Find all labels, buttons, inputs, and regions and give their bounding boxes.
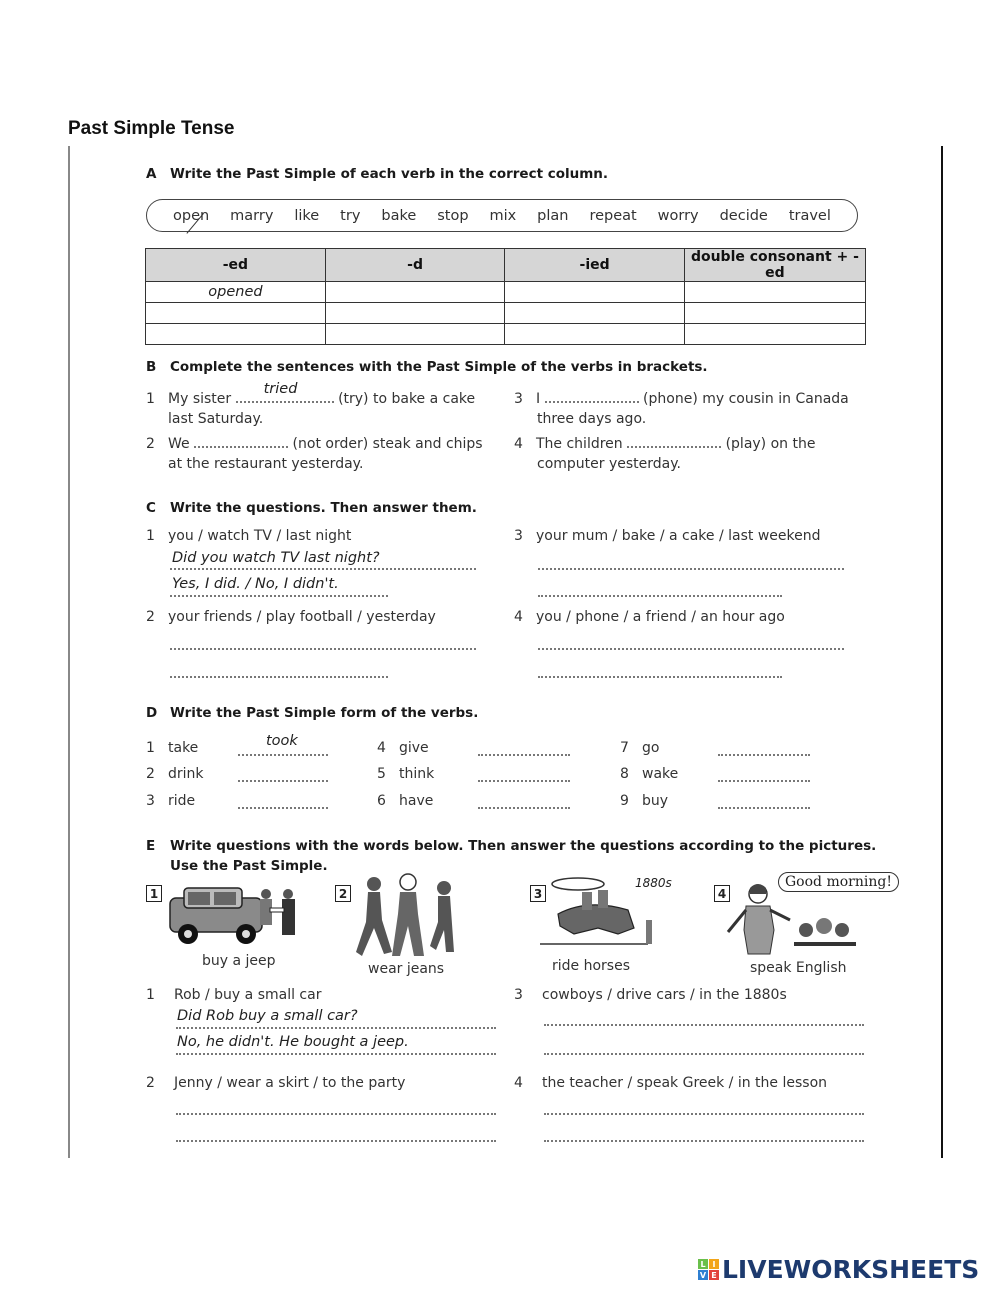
answer-blank[interactable] xyxy=(718,807,810,809)
section-letter: A xyxy=(146,166,157,182)
table-row xyxy=(146,303,866,324)
column-header: -ied xyxy=(505,249,685,282)
column-header: -d xyxy=(325,249,504,282)
exercise-prompt: 2 your friends / play football / yesterday xyxy=(146,609,436,625)
answer-blank[interactable] xyxy=(545,389,639,403)
column-header: -ed xyxy=(146,249,326,282)
table-cell[interactable] xyxy=(325,282,504,303)
answer-blank[interactable] xyxy=(238,780,328,782)
answer-blank[interactable] xyxy=(718,780,810,782)
answer-blank[interactable]: tried xyxy=(236,389,334,403)
verb-word-box xyxy=(146,199,858,232)
answer-line[interactable] xyxy=(544,1140,864,1142)
page-title: Past Simple Tense xyxy=(68,118,235,139)
answer-line[interactable] xyxy=(538,676,782,678)
answer-blank[interactable] xyxy=(478,780,570,782)
verb-item: 9 buy xyxy=(620,793,669,809)
answer-line[interactable] xyxy=(176,1140,496,1142)
answer-line[interactable] xyxy=(176,1053,496,1055)
section-a-heading xyxy=(146,166,608,182)
table-cell[interactable] xyxy=(505,282,685,303)
exercise-item-line2: last Saturday. xyxy=(168,411,264,427)
word-item: like xyxy=(294,207,320,224)
section-c-heading xyxy=(146,500,477,516)
handwritten-answer: took xyxy=(266,733,298,749)
exercise-prompt: 3 cowboys / drive cars / in the 1880s xyxy=(514,987,787,1003)
car-icon xyxy=(166,880,306,950)
exercise-item: 1 My sister tried (try) to bake a cake xyxy=(146,381,476,407)
section-d-heading xyxy=(146,705,478,721)
answer-line[interactable] xyxy=(544,1024,864,1026)
section-b-heading xyxy=(146,359,708,375)
verb-item: 6 have xyxy=(377,793,434,809)
picture-number: 1 xyxy=(146,885,162,902)
section-e-instruction-line2: Use the Past Simple. xyxy=(170,858,328,874)
handwritten-question: Did you watch TV last night? xyxy=(172,550,380,566)
verb-item: 1 take xyxy=(146,740,199,756)
strikethrough-mark xyxy=(171,200,204,233)
handwritten-answer: Yes, I did. / No, I didn't. xyxy=(172,576,339,592)
table-cell[interactable] xyxy=(684,303,865,324)
exercise-prompt: 2 Jenny / wear a skirt / to the party xyxy=(146,1075,406,1091)
section-letter: E xyxy=(146,838,156,854)
exercise-prompt: 1 Rob / buy a small car xyxy=(146,987,322,1003)
table-cell[interactable] xyxy=(684,282,865,303)
answer-blank[interactable] xyxy=(238,807,328,809)
answer-line[interactable] xyxy=(538,648,844,650)
verb-columns-table xyxy=(145,248,866,345)
word-item: worry xyxy=(657,207,699,224)
picture-number: 3 xyxy=(530,885,546,902)
word-item: decide xyxy=(719,207,768,224)
right-border-line xyxy=(941,146,943,1158)
picture-caption: speak English xyxy=(750,960,847,976)
verb-item: 7 go xyxy=(620,740,660,756)
verb-item: 4 give xyxy=(377,740,429,756)
table-cell[interactable]: opened xyxy=(146,282,326,303)
exercise-prompt: 1 you / watch TV / last night xyxy=(146,528,352,544)
section-instruction: Write questions with the words below. Then answer the questions according to the pictures. xyxy=(170,838,877,854)
answer-line[interactable] xyxy=(538,595,782,597)
word-item: stop xyxy=(437,207,469,224)
answer-blank[interactable] xyxy=(194,434,288,448)
verb-item: 3 ride xyxy=(146,793,196,809)
teacher-icon xyxy=(724,880,864,960)
left-border-line xyxy=(68,146,70,1158)
verb-item: 5 think xyxy=(377,766,435,782)
answer-blank[interactable] xyxy=(718,754,810,756)
logo-text: LIVEWORKSHEETS xyxy=(722,1255,980,1284)
section-letter: B xyxy=(146,359,157,375)
table-cell[interactable] xyxy=(146,324,326,345)
table-cell[interactable] xyxy=(505,324,685,345)
exercise-item-line2: at the restaurant yesterday. xyxy=(168,456,364,472)
answer-blank[interactable] xyxy=(478,807,570,809)
table-row xyxy=(146,282,866,303)
picture-number: 2 xyxy=(335,885,351,902)
section-e-heading xyxy=(146,838,876,854)
word-item: try xyxy=(340,207,361,224)
picture-number: 4 xyxy=(714,885,730,902)
section-instruction: Complete the sentences with the Past Simple of the verbs in brackets. xyxy=(170,359,708,375)
answer-blank[interactable] xyxy=(478,754,570,756)
liveworksheets-logo[interactable] xyxy=(698,1255,979,1284)
logo-blocks-icon: L I V E xyxy=(698,1259,719,1280)
picture-caption: wear jeans xyxy=(368,961,445,977)
table-cell[interactable] xyxy=(505,303,685,324)
section-instruction: Write the Past Simple form of the verbs. xyxy=(170,705,479,721)
answer-line[interactable] xyxy=(544,1113,864,1115)
section-letter: D xyxy=(146,705,158,721)
answer-blank[interactable] xyxy=(627,434,721,448)
answer-blank[interactable] xyxy=(238,754,328,756)
dancing-people-icon xyxy=(352,872,472,962)
verb-item: 8 wake xyxy=(620,766,679,782)
verb-item: 2 drink xyxy=(146,766,204,782)
handwritten-question: Did Rob buy a small car? xyxy=(177,1008,358,1024)
answer-line[interactable] xyxy=(170,595,388,597)
table-cell[interactable] xyxy=(325,324,504,345)
answer-line[interactable] xyxy=(170,568,476,570)
exercise-item: 2 We (not order) steak and chips xyxy=(146,436,483,452)
answer-line[interactable] xyxy=(170,648,476,650)
year-label: 1880s xyxy=(635,876,672,890)
exercise-item-line2: three days ago. xyxy=(537,411,647,427)
handwritten-answer: No, he didn't. He bought a jeep. xyxy=(177,1034,409,1050)
answer-line[interactable] xyxy=(538,568,844,570)
word-item: open xyxy=(173,208,209,224)
table-cell[interactable] xyxy=(146,303,326,324)
column-header: double consonant + -ed xyxy=(684,249,865,282)
word-item: bake xyxy=(381,207,417,224)
table-cell[interactable] xyxy=(684,324,865,345)
word-item: travel xyxy=(788,207,831,224)
answer-line[interactable] xyxy=(170,676,388,678)
answer-line[interactable] xyxy=(176,1113,496,1115)
exercise-prompt: 4 you / phone / a friend / an hour ago xyxy=(514,609,785,625)
exercise-item: 4 The children (play) on the xyxy=(514,436,816,452)
word-item: plan xyxy=(537,207,569,224)
answer-line[interactable] xyxy=(544,1053,864,1055)
picture-caption: ride horses xyxy=(552,958,630,974)
exercise-prompt: 4 the teacher / speak Greek / in the lesson xyxy=(514,1075,828,1091)
exercise-prompt: 3 your mum / bake / a cake / last weekend xyxy=(514,528,821,544)
speech-bubble: Good morning! xyxy=(778,872,899,892)
table-row xyxy=(146,324,866,345)
table-cell[interactable] xyxy=(325,303,504,324)
word-item: marry xyxy=(230,207,274,224)
section-instruction: Write the questions. Then answer them. xyxy=(170,500,477,516)
answer-line[interactable] xyxy=(176,1027,496,1029)
exercise-item-line2: computer yesterday. xyxy=(537,456,681,472)
word-item: mix xyxy=(489,207,517,224)
section-letter: C xyxy=(146,500,156,516)
word-item: repeat xyxy=(589,207,637,224)
section-instruction: Write the Past Simple of each verb in the correct column. xyxy=(170,166,609,182)
exercise-item: 3 I (phone) my cousin in Canada xyxy=(514,391,849,407)
picture-caption: buy a jeep xyxy=(202,953,276,969)
